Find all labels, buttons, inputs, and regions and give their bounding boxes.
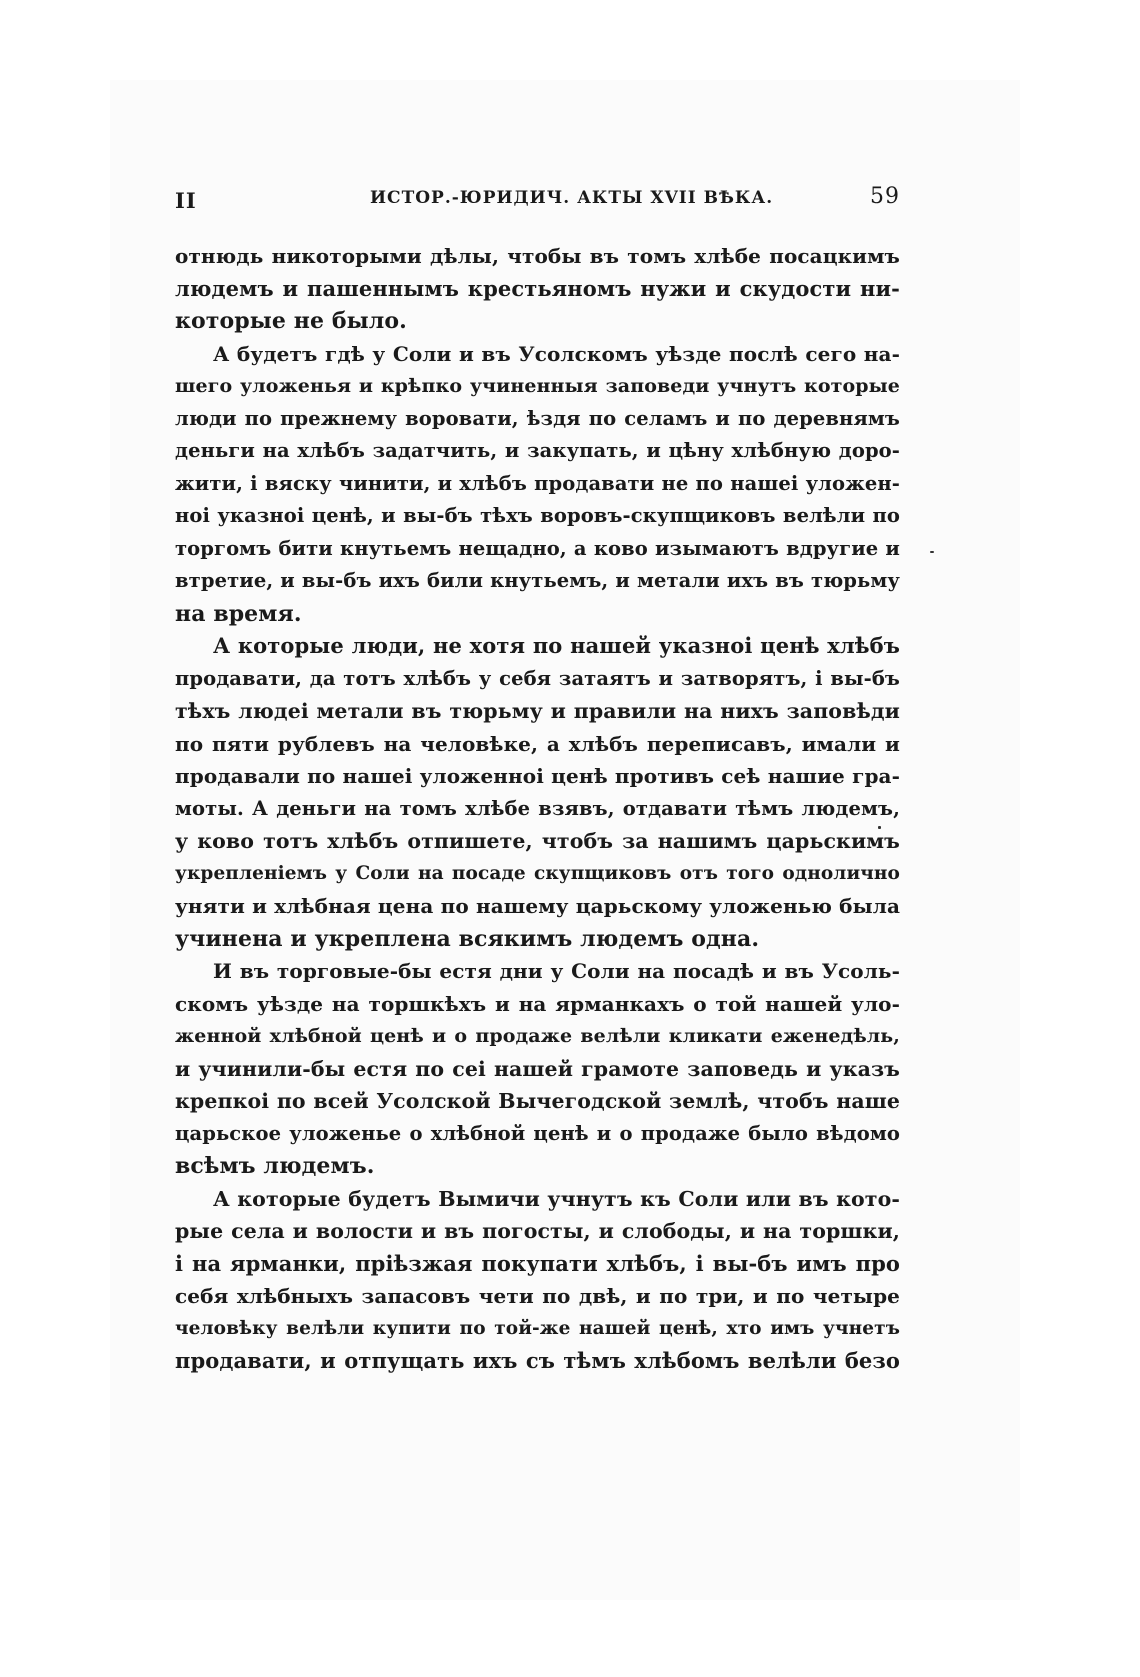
text-line: укрепленіемъ у Соли на посаде скупщиковъ отъ того одноличнo: [175, 862, 900, 884]
text-line: моты. А деньги на томъ хлѣбе взявъ, отдавати тѣмъ людемъ,: [175, 796, 900, 820]
text-line: женной хлѣбной ценѣ и о продаже велѣли кликати еженедѣль,: [175, 1025, 900, 1047]
text-line: учинена и укреплена всякимъ людемъ одна.: [175, 925, 760, 952]
text-line: и учинили-бы естя по сеі нашей грамоте заповедь и указъ: [175, 1056, 900, 1081]
running-head: [175, 184, 900, 214]
text-line: люди по прежнему воровати, ѣздя по селамъ и по деревнямъ: [175, 406, 900, 430]
text-line: тѣхъ людеі метали въ тюрьму и правили на нихъ заповѣди: [175, 699, 900, 723]
text-line: продавали по нашеі уложенноі ценѣ противъ сеѣ нашие гра-: [175, 764, 900, 788]
text-line: человѣку велѣли купити по той-же нашей ценѣ, хто имъ учнетъ: [175, 1317, 900, 1339]
text-line: отнюдь никоторыми дѣлы, чтобы въ томъ хлѣбе посацкимъ: [175, 244, 900, 268]
paragraph-2: [175, 338, 900, 631]
page-number: 59: [870, 184, 900, 209]
running-title: ИСТОР.-ЮРИДИЧ. АКТЫ XVII ВѢКА.: [370, 188, 774, 208]
scan-speck: [930, 551, 934, 553]
text-line: по пяти рублевъ на человѣке, а хлѣбъ переписавъ, имали и: [175, 731, 900, 756]
text-line: рые села и волости и въ погосты, и слободы, и на торшки,: [175, 1219, 900, 1243]
text-line: А которые будетъ Вымичи учнутъ къ Соли или въ кото-: [213, 1186, 900, 1211]
section-number: II: [175, 188, 197, 213]
text-line: втретие, и вы-бъ ихъ били кнутьемъ, и метали ихъ въ тюрьму: [175, 569, 900, 592]
text-line: людемъ и пашеннымъ крестьяномъ нужи и скудости ни-: [175, 275, 900, 301]
text-line: у ково тотъ хлѣбъ отпишете, чтобъ за нашимъ царьскимъ: [175, 829, 900, 853]
text-line: на время.: [175, 600, 302, 627]
text-line: А будетъ гдѣ у Соли и въ Усолскомъ уѣзде послѣ сего на-: [213, 341, 900, 366]
text-line: всѣмъ людемъ.: [175, 1153, 375, 1179]
paragraph-4: [175, 955, 900, 1183]
text-line: крепкоі по всей Усолской Вычегодской землѣ, чтобъ наше: [175, 1089, 900, 1113]
paragraph-5: [175, 1183, 900, 1378]
scan-speck: [878, 826, 881, 829]
text-line: і на ярманки, пріѣзжая покупати хлѣбъ, і вы-бъ имъ про: [175, 1250, 900, 1276]
text-line: жити, і вяску чинити, и хлѣбъ продавати не по нашеі уложен-: [175, 471, 900, 495]
text-line: торгомъ бити кнутьемъ нещадно, а ково изымаютъ вдругие и: [175, 536, 900, 560]
paragraph-1: [175, 240, 900, 338]
text-line: ноі указноі ценѣ, и вы-бъ тѣхъ воровъ-скупщиковъ велѣли по: [175, 504, 900, 527]
text-line: уняти и хлѣбная цена по нашему царьскому уложенью была: [175, 894, 900, 918]
text-line: скомъ уѣзде на торшкѣхъ и на ярманкахъ о той нашей уло-: [175, 991, 900, 1016]
body-text: [175, 240, 900, 1378]
text-line: А которые люди, не хотя по нашей указноі ценѣ хлѣбъ: [213, 633, 900, 658]
text-line: продавати, и отпущать ихъ съ тѣмъ хлѣбомъ велѣли безо: [175, 1348, 900, 1373]
text-line: шего уложенья и крѣпко учиненныя заповеди учнутъ которые: [175, 375, 900, 397]
text-line: себя хлѣбныхъ запасовъ чети по двѣ, и по три, и по четыре: [175, 1284, 900, 1308]
text-line: деньги на хлѣбъ задатчить, и закупать, и цѣну хлѣбную доро-: [175, 439, 900, 462]
paragraph-3: [175, 630, 900, 955]
text-line: продавати, да тотъ хлѣбъ у себя затаятъ и затворятъ, і вы-бъ: [175, 666, 900, 690]
text-line: И въ торговые-бы естя дни у Соли на посадѣ и въ Усоль-: [213, 959, 900, 983]
text-line: царьское уложенье о хлѣбной ценѣ и о продаже было вѣдомо: [175, 1121, 900, 1145]
text-line: которые не было.: [175, 308, 407, 334]
